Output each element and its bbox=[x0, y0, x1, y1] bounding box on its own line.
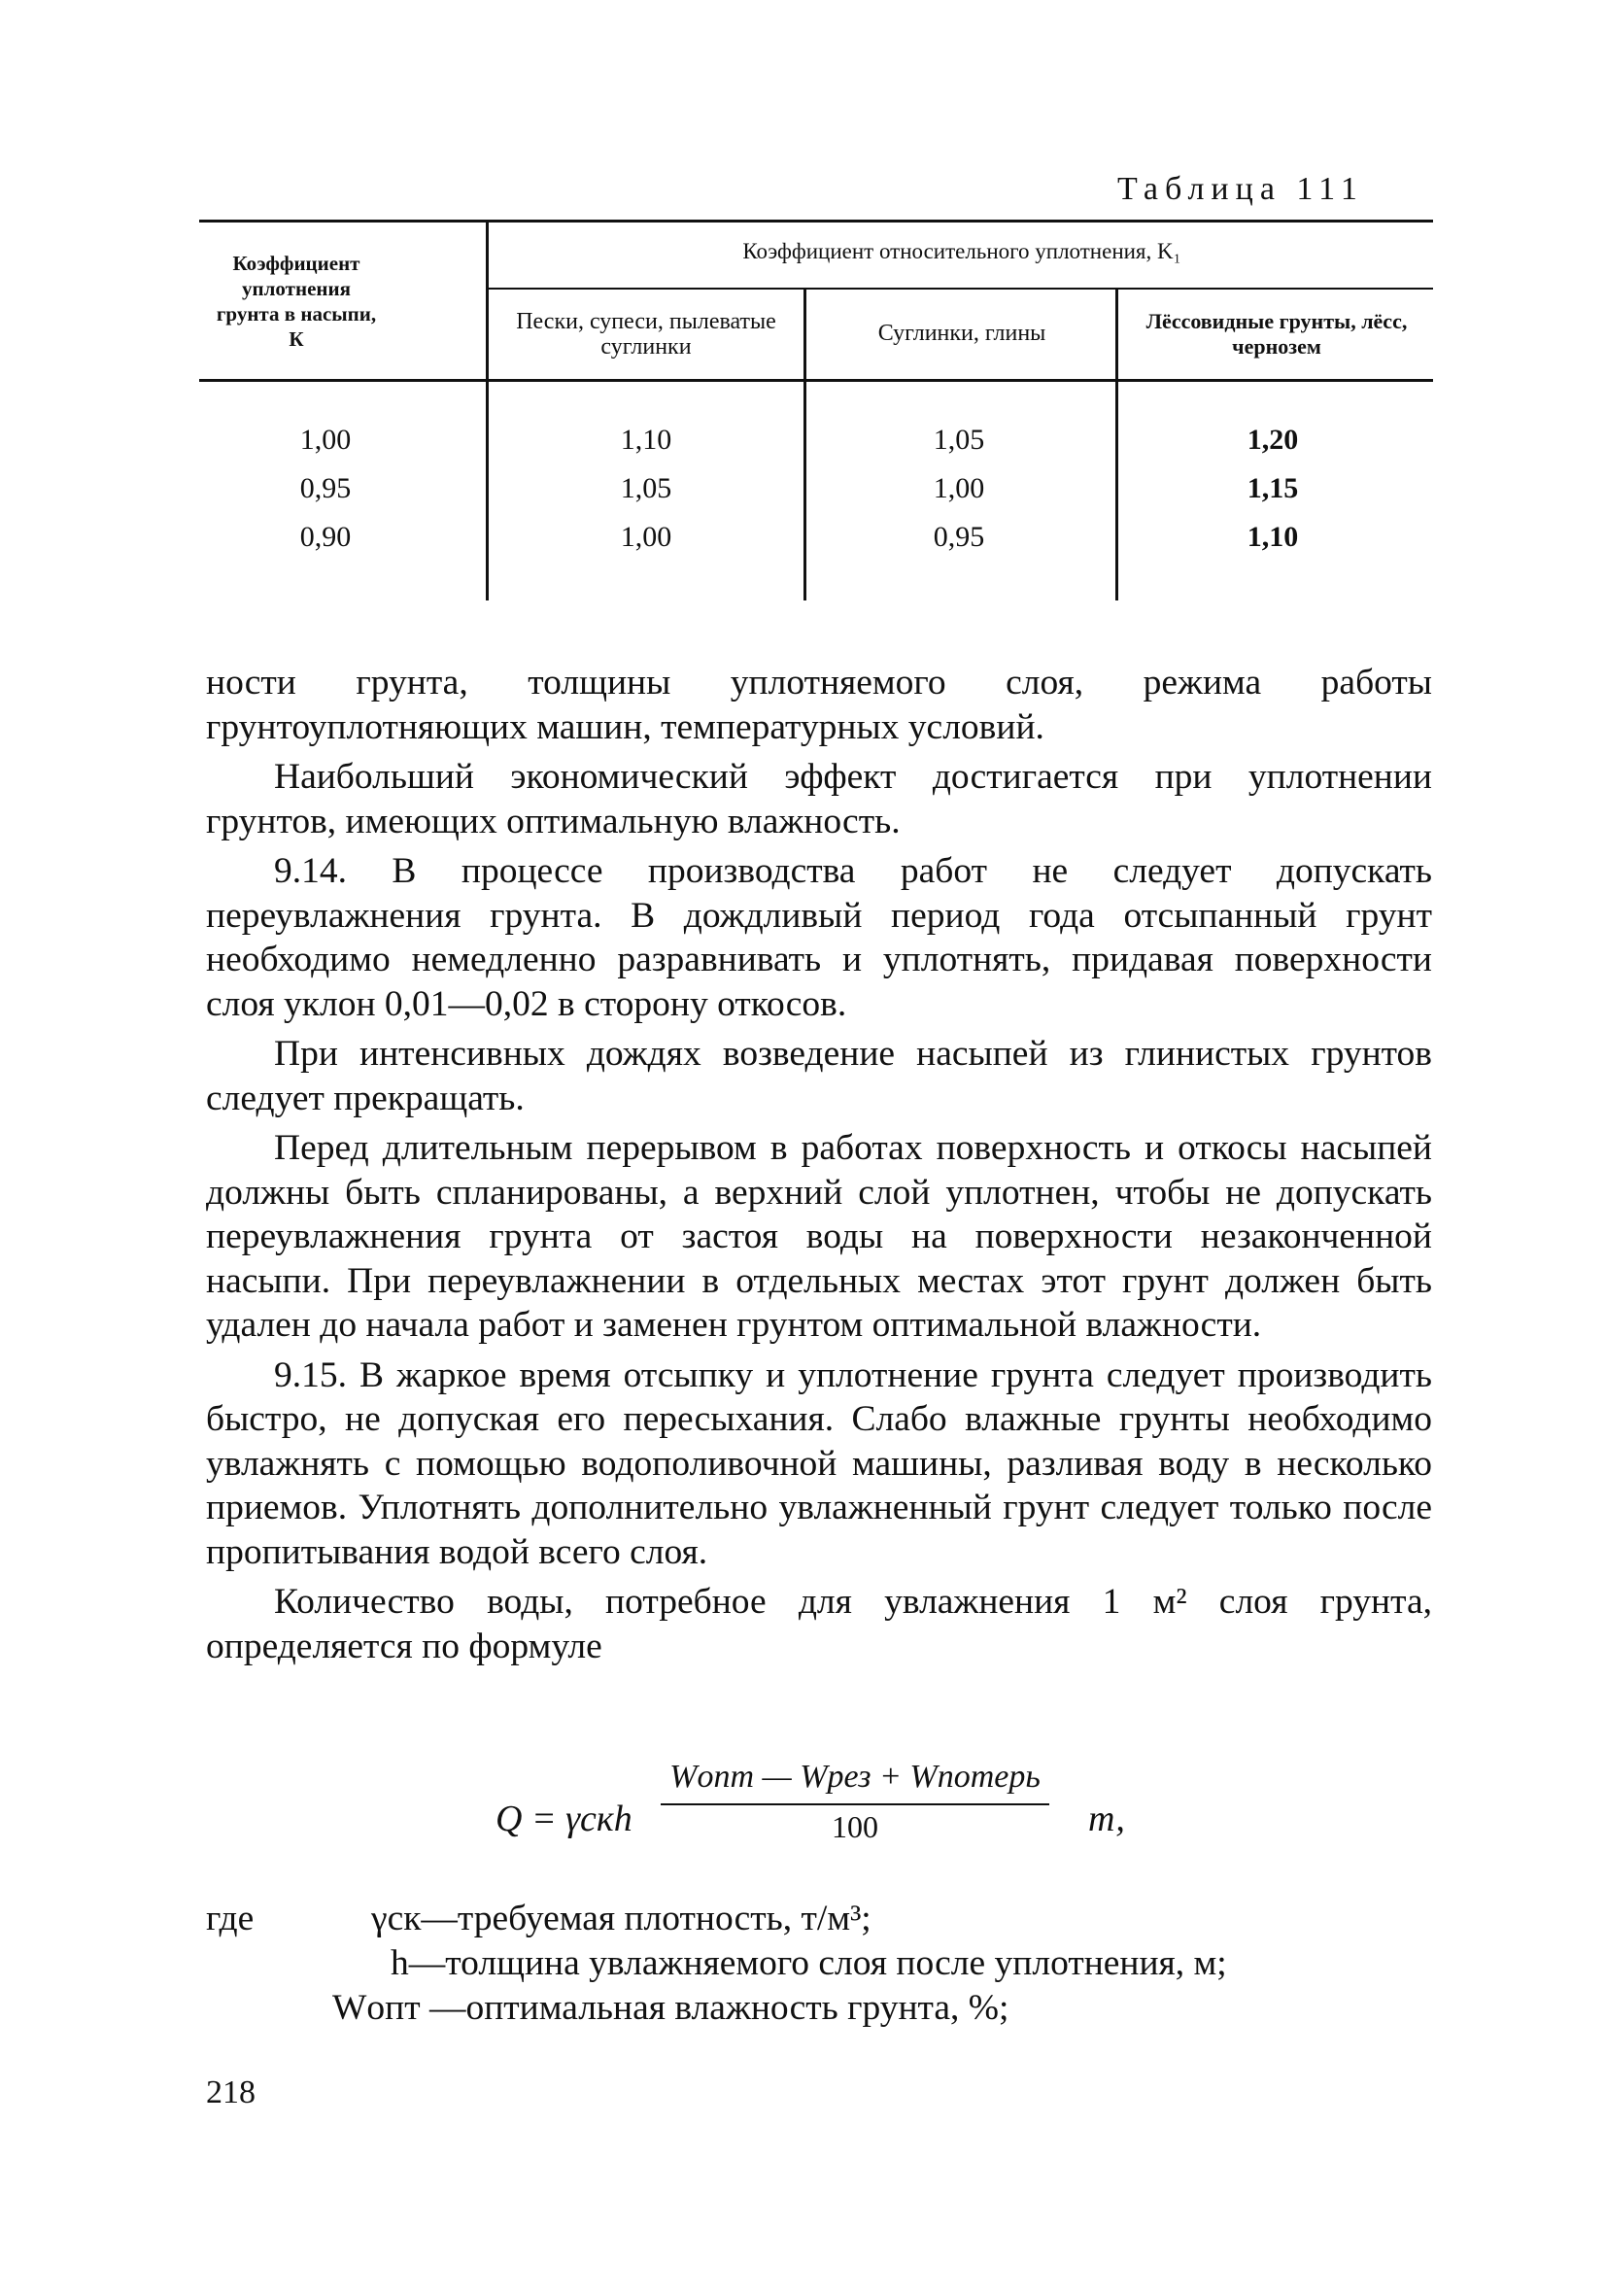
table-col-divider-3 bbox=[1115, 290, 1118, 600]
definitions-keyword: где bbox=[206, 1899, 255, 1938]
table-col-divider-2 bbox=[803, 290, 806, 600]
row-2-k: 0,95 bbox=[299, 472, 352, 504]
paragraph-continuation: ности грунта, толщины уплотняемого слоя, режима работы грунтоуплотняющих машин, температурных условий. bbox=[206, 663, 1432, 747]
row-2-loess: 1,15 bbox=[1247, 472, 1299, 504]
definition-density: γск—требуемая плотность, т/м³; bbox=[371, 1899, 871, 1938]
table-subheader-rule bbox=[486, 288, 1433, 290]
formula-lhs: Q = γскh bbox=[495, 1799, 632, 1839]
definition-row bbox=[206, 1897, 1432, 1941]
paragraph-break: Перед длительным перерывом в работах поверхность и откосы насыпей должны быть спланированы, а верхний слой уплотнен, чтобы не допускать переувлажнения грунта от застоя воды на поверхности незаконченной насыпи. При переувлажнении в отдельных местах этот грунт должен быть удален до начала работ и заменен грунтом оптимальной влажности. bbox=[206, 1128, 1432, 1345]
definition-optimal-moisture: Wопт —оптимальная влажность грунта, %; bbox=[332, 1988, 1009, 2028]
row-1-loams: 1,05 bbox=[933, 424, 985, 456]
table-caption: Таблица 111 bbox=[1117, 171, 1364, 207]
row-2-loams: 1,00 bbox=[933, 472, 985, 504]
paragraph-economic-effect: Наибольший экономический эффект достигается при уплотнении грунтов, имеющих оптимальную влажность. bbox=[206, 757, 1432, 841]
header-relative-coefficient: Коэффициент относительного уплотнения, K₁ bbox=[742, 239, 1181, 263]
body-text bbox=[206, 661, 1432, 1668]
table-header-bottom-rule bbox=[199, 379, 1433, 382]
data-table bbox=[199, 212, 1433, 600]
paragraph-rain: При интенсивных дождях возведение насыпей из глинистых грунтов следует прекращать. bbox=[206, 1034, 1432, 1118]
paragraph-water-quantity: Количество воды, потребное для увлажнения 1 м² слоя грунта, определяется по формуле bbox=[206, 1582, 1432, 1666]
header-coefficient-k: Коэффициент уплотнения грунта в насыпи, К bbox=[216, 252, 377, 351]
formula-unit: т, bbox=[1088, 1799, 1125, 1839]
formula-numerator: Wопт — Wрез + Wпотерь bbox=[669, 1759, 1041, 1795]
row-2-sands: 1,05 bbox=[620, 472, 672, 504]
paragraph-9-14: 9.14. В процессе производства работ не следует допускать переувлажнения грунта. В дождливый период года отсыпанный грунт необходимо немедленно разравнивать и уплотнять, придавая поверхности слоя уклон 0,01—0,02 в сторону откосов. bbox=[206, 851, 1432, 1024]
row-1-sands: 1,10 bbox=[620, 424, 672, 456]
header-loess: Лёссовидные грунты, лёсс, чернозем bbox=[1145, 309, 1408, 359]
row-1-k: 1,00 bbox=[299, 424, 352, 456]
header-sands: Пески, супеси, пылеватые суглинки bbox=[516, 309, 776, 360]
table-col-divider-1 bbox=[486, 222, 489, 600]
paragraph-9-15: 9.15. В жаркое время отсыпку и уплотнение грунта следует производить быстро, не допуская его пересыхания. Слабо влажные грунты необходимо увлажнять с помощью водополивочной машины, разливая воду в несколько приемов. Уплотнять дополнительно увлажненный грунт следует только после пропитывания водой всего слоя. bbox=[206, 1354, 1432, 1572]
row-1-loess: 1,20 bbox=[1247, 424, 1299, 456]
water-formula bbox=[486, 1759, 1166, 1866]
definition-row bbox=[206, 1986, 1432, 2031]
row-3-loams: 0,95 bbox=[933, 521, 985, 553]
page-number: 218 bbox=[206, 2074, 256, 2110]
definition-row bbox=[206, 1941, 1432, 1986]
formula-denominator: 100 bbox=[832, 1809, 878, 1844]
header-loams: Суглинки, глины bbox=[877, 321, 1046, 346]
row-3-loess: 1,10 bbox=[1247, 521, 1299, 553]
row-3-k: 0,90 bbox=[299, 521, 352, 553]
definition-thickness: h—толщина увлажняемого слоя после уплотнения, м; bbox=[391, 1943, 1227, 1983]
row-3-sands: 1,00 bbox=[620, 521, 672, 553]
definitions bbox=[206, 1897, 1432, 2031]
table-top-rule bbox=[199, 220, 1433, 223]
formula-fraction-bar bbox=[661, 1803, 1049, 1805]
